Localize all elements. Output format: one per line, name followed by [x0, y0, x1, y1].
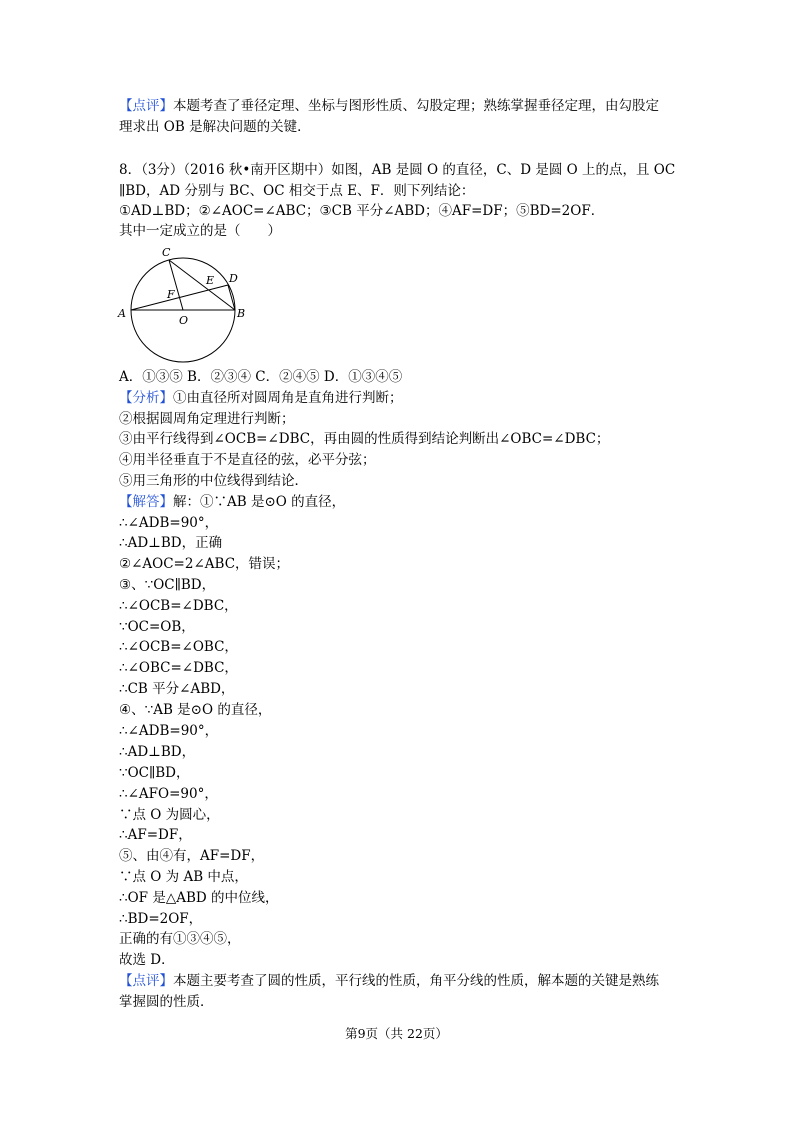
solution-line: ∵OC∥BD， [119, 765, 190, 781]
page-footer: 第9页（共 22页） [345, 1026, 448, 1041]
analysis-line: ②根据圆周角定理进行判断； [119, 411, 295, 427]
solution-paragraph [119, 492, 345, 512]
review-text: 本题考查了垂径定理、坐标与图形性质、勾股定理；熟练掌握垂径定理，由勾股定 [173, 98, 659, 114]
solution-line: ∴CB 平分∠ABD， [119, 681, 235, 697]
solution-line: ∵OC=OB， [119, 619, 195, 635]
solution-line: ∵点 O 为圆心， [119, 807, 220, 823]
analysis-line: ③由平行线得到∠OCB=∠DBC，再由圆的性质得到结论判断出∠OBC=∠DBC； [119, 431, 610, 447]
review-paragraph [119, 96, 659, 116]
solution-line: ∴∠ADB=90°， [119, 515, 219, 531]
solution-line: ∴∠OCB=∠DBC， [119, 598, 238, 614]
segment-ad [131, 285, 228, 310]
solution-line: ∵点 O 为 AB 中点， [119, 869, 248, 885]
solution-line: ∴∠OCB=∠OBC， [119, 639, 238, 655]
label-a: A [118, 307, 126, 320]
label-o: O [179, 314, 189, 327]
solution-line: 故选 D． [119, 952, 175, 968]
geometry-figure [116, 244, 250, 364]
solution-line: ∴∠ADB=90°， [119, 723, 219, 739]
review-tag: 【点评】 [119, 98, 173, 114]
question-statements: ①AD⊥BD；②∠AOC=∠ABC；③CB 平分∠ABD；④AF=DF；⑤BD=2OF． [119, 203, 605, 219]
analysis-tag: 【分析】 [119, 390, 173, 406]
solution-text: 解：①∵AB 是⊙O 的直径， [173, 494, 346, 510]
solution-line: 正确的有①③④⑤， [119, 931, 241, 947]
question-line: 8．（3分）（2016 秋•南开区期中）如图，AB 是圆 O 的直径，C、D 是圆 O 上的点，且 OC [119, 162, 676, 178]
analysis-paragraph [119, 388, 403, 408]
solution-line: ③、∵OC∥BD， [119, 577, 216, 593]
analysis-line: ⑤用三角形的中位线得到结论． [119, 473, 308, 489]
solution-line: ∴AD⊥BD，正确 [119, 535, 223, 551]
review-paragraph-cont: 理求出 OB 是解决问题的关键． [119, 119, 311, 135]
label-b: B [237, 307, 246, 320]
question-prompt: 其中一定成立的是（ ） [119, 223, 281, 239]
solution-line: ④、∵AB 是⊙O 的直径， [119, 702, 272, 718]
segment-cb [169, 260, 235, 310]
solution-line: ∴∠OBC=∠DBC， [119, 660, 238, 676]
label-f: F [167, 288, 175, 301]
solution-line: ∴BD=2OF， [119, 911, 203, 927]
solution-line: ∴AF=DF， [119, 827, 192, 843]
label-e: E [206, 274, 215, 287]
solution-line: ⑤、由④有，AF=DF， [119, 848, 265, 864]
solution-line: ②∠AOC=2∠ABC，错误； [119, 556, 290, 572]
solution-line: ∴AD⊥BD， [119, 744, 196, 760]
answer-options: A．①③⑤ B．②③④ C．②④⑤ D．①③④⑤ [119, 369, 403, 385]
solution-line: ∴∠AFO=90°， [119, 786, 218, 802]
question-line: ∥BD，AD 分别与 BC、OC 相交于点 E、F．则下列结论： [119, 183, 475, 199]
label-c: C [162, 246, 171, 259]
label-d: D [229, 272, 238, 285]
solution-tag: 【解答】 [119, 494, 173, 510]
analysis-text: ①由直径所对圆周角是直角进行判断； [173, 390, 403, 406]
segment-oc [169, 260, 183, 310]
solution-line: ∴OF 是△ABD 的中位线， [119, 890, 279, 906]
review-paragraph-cont: 掌握圆的性质． [119, 994, 214, 1010]
review-text: 本题主要考查了圆的性质，平行线的性质，角平分线的性质，解本题的关键是熟练 [173, 973, 659, 989]
review-tag: 【点评】 [119, 973, 173, 989]
review-paragraph [119, 971, 659, 991]
analysis-line: ④用半径垂直于不是直径的弦，必平分弦； [119, 452, 376, 468]
